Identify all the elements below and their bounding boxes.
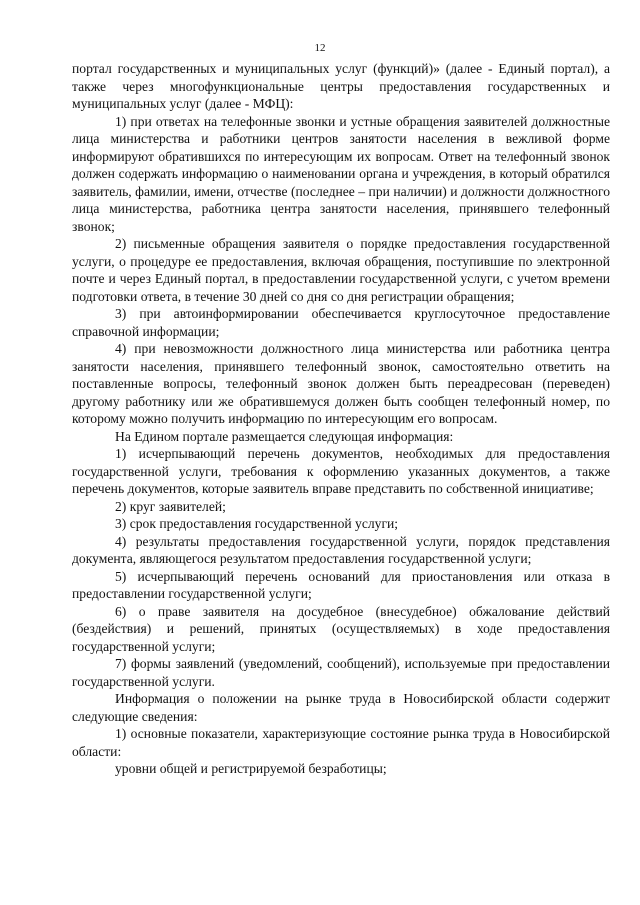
paragraph-item-2-written-requests: 2) письменные обращения заявителя о порядке предоставления государственной услуги, о процедуре ее предоставления, включая обращения, поступившие по электронной почте и через Единый портал, в предоставлении государственной услуги, с учетом времени подготовки ответа, в течение 30 дней со дня со дня регистрации обращения; <box>72 236 610 304</box>
paragraph-item-1-phone-calls: 1) при ответах на телефонные звонки и устные обращения заявителей должностные лица министерства и работники центров занятости населения в вежливой форме информируют обратившихся по интересующим их вопросам. Ответ на телефонный звонок должен содержать информацию о наименовании органа и учреждения, в который обратился заявитель, фамилии, имени, отчестве (последнее – при наличии) и должности должностного лица министерства, работника центра занятости населения, принявшего телефонный звонок; <box>72 113 610 234</box>
paragraph-portal-item-2: 2) круг заявителей; <box>115 498 226 514</box>
paragraph-unemployment-levels: уровни общей и регистрируемой безработицы; <box>115 761 387 776</box>
paragraph-portal-item-6: 6) о праве заявителя на досудебное (внесудебное) обжалование действий (бездействия) и решений, принятых (осуществляемых) в ходе предоставления государственной услуги; <box>72 603 610 654</box>
paragraph-labor-market-item-1: 1) основные показатели, характеризующие состояние рынка труда в Новосибирской области: <box>72 726 610 759</box>
paragraph-portal-item-3: 3) срок предоставления государственной услуги; <box>115 516 399 531</box>
paragraph-portal-item-7: 7) формы заявлений (уведомлений, сообщений), используемые при предоставлении государственной услуги. <box>72 656 610 689</box>
paragraph-item-3-autoinforming: 3) при автоинформировании обеспечивается круглосуточное предоставление справочной информации; <box>72 306 610 339</box>
paragraph-labor-market-intro: Информация о положении на рынке труда в Новосибирской области содержит следующие сведения: <box>72 691 610 724</box>
paragraph-item-4-redirect: 4) при невозможности должностного лица министерства или работника центра занятости населения, принявшего телефонный звонок, самостоятельно ответить на поставленные вопросы, телефонный звонок должен быть переадресован (переведен) другому работнику или же обратившемуся должен быть сообщен телефонный номер, по которому можно получить информацию по интересующим его вопросам. <box>72 341 610 426</box>
paragraph-intro-continuation: портал государственных и муниципальных услуг (функций)» (далее - Единый портал), а также через многофункциональные центры предоставления государственных и муниципальных услуг (далее - МФЦ): <box>72 61 610 111</box>
paragraph-portal-item-4: 4) результаты предоставления государственной услуги, порядок представления документа, являющегося результатом предоставления государственной услуги; <box>72 533 610 566</box>
paragraph-portal-item-1: 1) исчерпывающий перечень документов, необходимых для предоставления государственной услуги, требования к оформлению указанных документов, а также перечень документов, которые заявитель вправе представить по собственной инициативе; <box>72 446 610 496</box>
paragraph-portal-item-5: 5) исчерпывающий перечень оснований для приостановления или отказа в предоставлении государственной услуги; <box>72 568 610 601</box>
page-number: 12 <box>314 42 326 54</box>
document-body <box>72 60 610 778</box>
paragraph-portal-heading: На Едином портале размещается следующая информация: <box>115 428 454 444</box>
